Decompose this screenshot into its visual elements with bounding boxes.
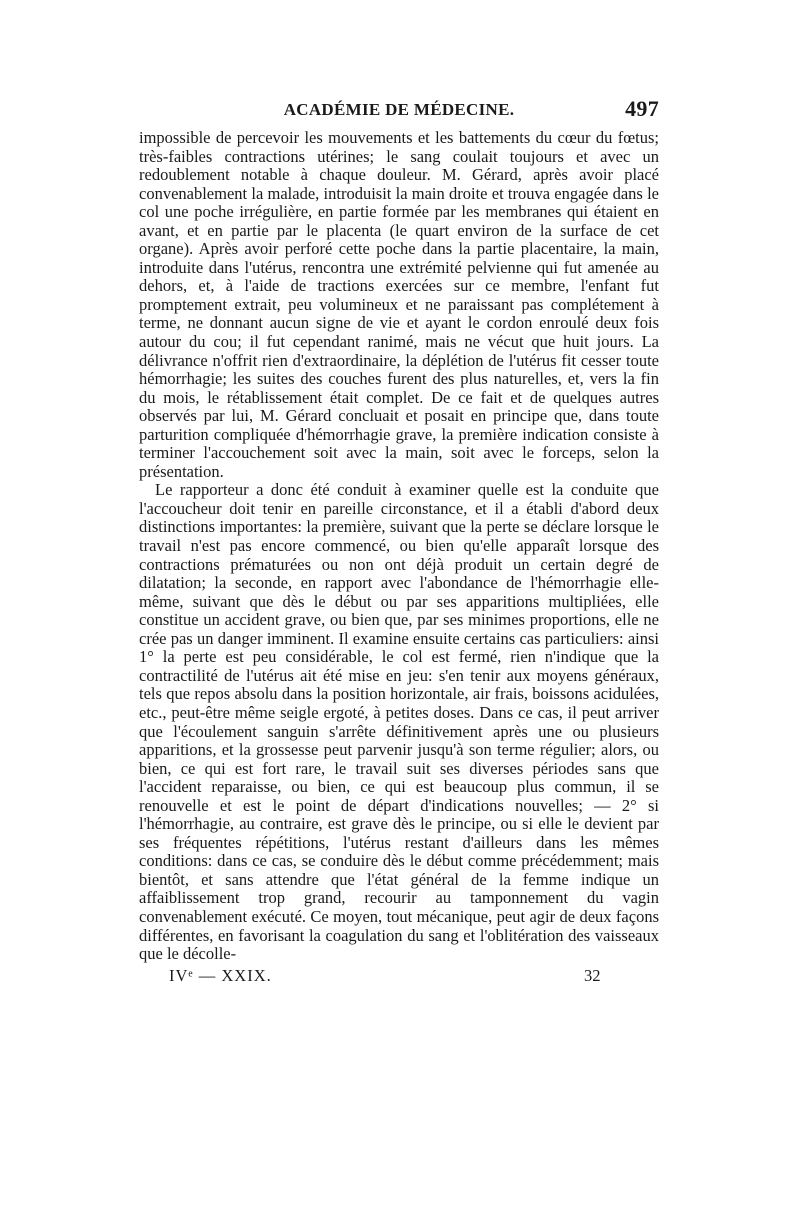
page-number: 497 [625, 96, 659, 121]
body-text [139, 129, 659, 964]
running-head [139, 98, 659, 126]
sheet-number: 32 [584, 965, 601, 985]
running-title: ACADÉMIE DE MÉDECINE. [283, 100, 515, 119]
paragraph: impossible de percevoir les mouvements et les battements du cœur du fœtus; très-faibles contractions utérines; le sang coulait toujours et avec un redoublement notable à chaque douleur. M. Gérard, après avoir placé convenablement la malade, introduisit la main droite et trouva engagée dans le col une poche irrégulière, en partie formée par les membranes qui étaient en avant, et en partie par le placenta (le quart environ de la surface de cet organe). Après avoir perforé cette poche dans la partie placentaire, la main, introduite dans l'utérus, rencontra une extrémité pelvienne qui fut amenée au dehors, et, à l'aide de tractions exercées sur ce membre, l'enfant fut promptement extrait, peu volumineux et ne paraissant pas complétement à terme, ne donnant aucun signe de vie et ayant le cordon enroulé deux fois autour du cou; il fut cependant ranimé, mais ne vécut que huit jours. La délivrance n'offrit rien d'extraordinaire, la déplétion de l'utérus fit cesser toute hémorrhagie; les suites des couches furent des plus naturelles, et, vers la fin du mois, le rétablissement était complet. De ce fait et de quelques autres observés par lui, M. Gérard concluait et posait en principe que, dans toute parturition compliquée d'hémorrhagie grave, la première indication consiste à terminer l'accouchement soit avec la main, soit avec le forceps, selon la présentation. [139, 128, 659, 481]
page-footer [139, 966, 659, 990]
signature-mark: IVᵉ — XXIX. [169, 965, 272, 985]
paragraph: Le rapporteur a donc été conduit à examiner quelle est la conduite que l'accoucheur doit tenir en pareille circonstance, et il a établi d'abord deux distinctions importantes: la première, suivant que la perte se déclare lorsque le travail n'est pas encore commencé, ou bien qu'elle apparaît lorsque des contractions prématurées ou non ont déjà produit un certain degré de dilatation; la seconde, en rapport avec l'abondance de l'hémorrhagie elle-même, suivant que dès le début ou par ses apparitions multipliées, elle constitue un accident grave, ou bien que, par ses minimes proportions, elle ne crée pas un danger imminent. Il examine ensuite certains cas particuliers: ainsi 1° la perte est peu considérable, le col est fermé, rien n'indique que la contractilité de l'utérus ait été mise en jeu: s'en tenir aux moyens généraux, tels que repos absolu dans la position horizontale, air frais, boissons acidulées, etc., peut-être même seigle ergoté, à petites doses. Dans ce cas, il peut arriver que l'écoulement sanguin s'arrête définitivement après une ou plusieurs apparitions, et la grossesse peut parvenir jusqu'à son terme régulier; alors, ou bien, ce qui est fort rare, le travail suit ses diverses périodes sans que l'accident reparaisse, ou bien, ce qui est beaucoup plus commun, il se renouvelle et est le point de départ d'indications nouvelles; — 2° si l'hémorrhagie, au contraire, est grave dès le principe, ou si elle le devient par ses fréquentes répétitions, l'utérus restant d'ailleurs dans les mêmes conditions: dans ce cas, se conduire dès le début comme précédemment; mais bientôt, et sans attendre que l'état général de la femme indique un affaiblissement trop grand, recourir au tamponnement du vagin convenablement exécuté. Ce moyen, tout mécanique, peut agir de deux façons différentes, en favorisant la coagulation du sang et l'oblitération des vaisseaux que le décolle- [139, 480, 659, 964]
document-page [139, 98, 659, 990]
